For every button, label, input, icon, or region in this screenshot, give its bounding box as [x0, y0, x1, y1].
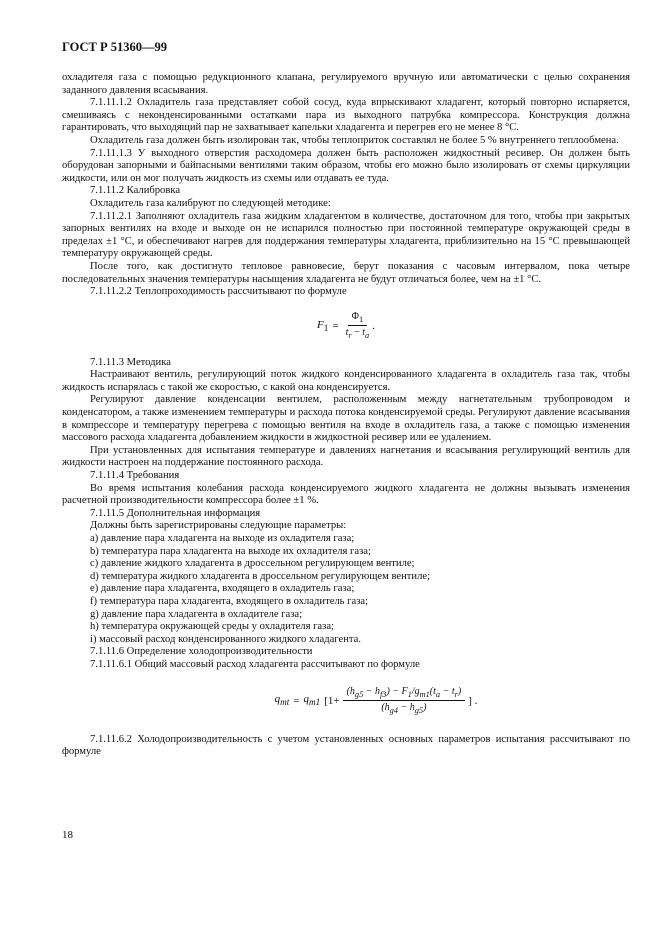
formula-eq: = [293, 694, 300, 707]
formula-fraction [346, 311, 370, 340]
list-item: c) давление жидкого хладагента в дроссельном регулирующем вентиле; [90, 558, 415, 570]
paragraph: При установленных для испытания температуре и давлениях нагнетания и всасывания регулирующий вентиль для жидкости настроен на поддержание постоянного расхода. [62, 444, 630, 469]
paragraph: 7.1.11.2.2 Теплопроходимость рассчитывают по формуле [90, 286, 347, 298]
list-item: d) температура жидкого хладагента в дроссельном регулирующем вентиле; [90, 570, 431, 582]
list-item: e) давление пара хладагента, входящего в охладитель газа; [90, 583, 355, 595]
section-heading: 7.1.11.3 Методика [90, 356, 171, 368]
list-item: b) температура пара хладагента на выходе их охладителя газа; [90, 545, 371, 557]
paragraph: Регулируют давление конденсации вентилем, расположенным между нагнетательным трубопроводом и конденсатором, а также изменением температуры и расхода потока конденсируемой среды. Регулируют давление всасывания в компрессоре и температуру перегрева с помощью вентиля на входе в охладитель газа, а также с помощью изменения массового расхода хладагента добавлением жидкости в жидкостной ресивер или ее удалением. [62, 394, 630, 444]
list-item: h) температура окружающей среды у охладителя газа; [90, 621, 334, 633]
paragraph: Охладитель газа калибруют по следующей методике: [90, 197, 331, 209]
formula-tail: . [372, 319, 375, 332]
formula-q: $q_{m1}$ [303, 693, 321, 708]
list-item: g) давление пара хладагента в охладителе газа; [90, 608, 303, 620]
paragraph: охладителя газа с помощью редукционного клапана, регулируемого вручную или автоматически с целью сохранения заданного давления всасывания. [62, 72, 630, 96]
paragraph: Должны быть зарегистрированы следующие параметры: [90, 520, 347, 532]
paragraph: 7.1.11.6.1 Общий массовый расход хладагента рассчитывают по формуле [90, 658, 420, 670]
paragraph: 7.1.11.1.2 Охладитель газа представляет собой сосуд, куда впрыскивают хладагент, который повторно испаряется, смешиваясь с неконденсированными остатками пара из выходного патрубка компрессора. Конструкция должна гарантировать, что выходящий пар не захватывает капельки хладагента и перегрев его не менее 8 °С. [62, 97, 630, 134]
formula-denominator: $(h_{g4} - h_{g5})$ [381, 702, 427, 716]
formula-lhs: $q_{mt}$ [274, 693, 290, 708]
formula-bracket-open: [1+ [324, 694, 340, 707]
formula-mass-flow [62, 684, 630, 718]
formula-thermal-conductance [62, 311, 630, 341]
paragraph: После того, как достигнуто тепловое равновесие, берут показания с часовым интервалом, пока четыре последовательных значения температуры насыщения хладагента не будут отличаться более, чем на ±1 °С. [62, 260, 630, 285]
formula-lhs: $F_1$ [317, 318, 329, 333]
list-item: a) давление пара хладагента на выходе из охладителя газа; [90, 533, 355, 544]
page-number: 18 [62, 829, 73, 841]
paragraph: 7.1.11.6.2 Холодопроизводительность с учетом установленных основных параметров испытания рассчитывают по формуле [62, 733, 630, 758]
document-header: ГОСТ Р 51360—99 [62, 40, 168, 54]
list-item: f) температура пара хладагента, входящего в охладитель газа; [90, 595, 369, 607]
section-heading: 7.1.11.2 Калибровка [90, 185, 181, 197]
formula-fraction [343, 686, 466, 715]
section-heading: 7.1.11.4 Требования [90, 470, 180, 482]
paragraph: Во время испытания колебания расхода конденсируемого жидкого хладагента не должны вызывать изменения расчетной производительности компрессора более ±1 %. [62, 482, 630, 507]
paragraph: Настраивают вентиль, регулирующий поток жидкого конденсированного хладагента в охладитель газа так, чтобы жидкость испарялась с такой же скоростью, с какой она конденсируется. [62, 369, 630, 393]
page-body [62, 72, 630, 759]
list-item: i) массовый расход конденсированного жидкого хладагента. [90, 633, 361, 645]
formula-bracket-close: ] . [468, 694, 478, 707]
paragraph: Охладитель газа должен быть изолирован так, чтобы теплоприток составлял не более 5 % внутреннего теплообмена. [90, 134, 619, 146]
formula-eq: = [332, 319, 339, 332]
section-heading: 7.1.11.5 Дополнительная информация [90, 507, 261, 519]
paragraph: 7.1.11.2.1 Заполняют охладитель газа жидким хладагентом в количестве, достаточном для того, чтобы при закрытых запорных вентилях на входе и выходе он не испарился полностью при постоянной температуре окружающей среды в пределах ±1 °С, и обеспечивают нагрев для поддержания температуры хладагента, приблизительно на 15 °С превышающей температуру окружающей среды. [62, 210, 630, 260]
paragraph: 7.1.11.1.3 У выходного отверстия расходомера должен быть расположен жидкостный ресивер. Он должен быть оборудован запорными и байпасными вентилями таким образом, чтобы его можно было изолировать от схемы циркуляции жидкости, или он мог получать жидкость из схемы или отдавать ее туда. [62, 147, 630, 184]
formula-numerator: $(h_{g5} - h_{f3}) - F_1/g_{m1}(t_a - t_r)$ [343, 686, 466, 701]
formula-denominator: $t_r - t_a$ [345, 327, 370, 341]
section-heading: 7.1.11.6 Определение холодопроизводительности [90, 646, 313, 658]
formula-numerator: $\Phi_1$ [348, 311, 367, 326]
